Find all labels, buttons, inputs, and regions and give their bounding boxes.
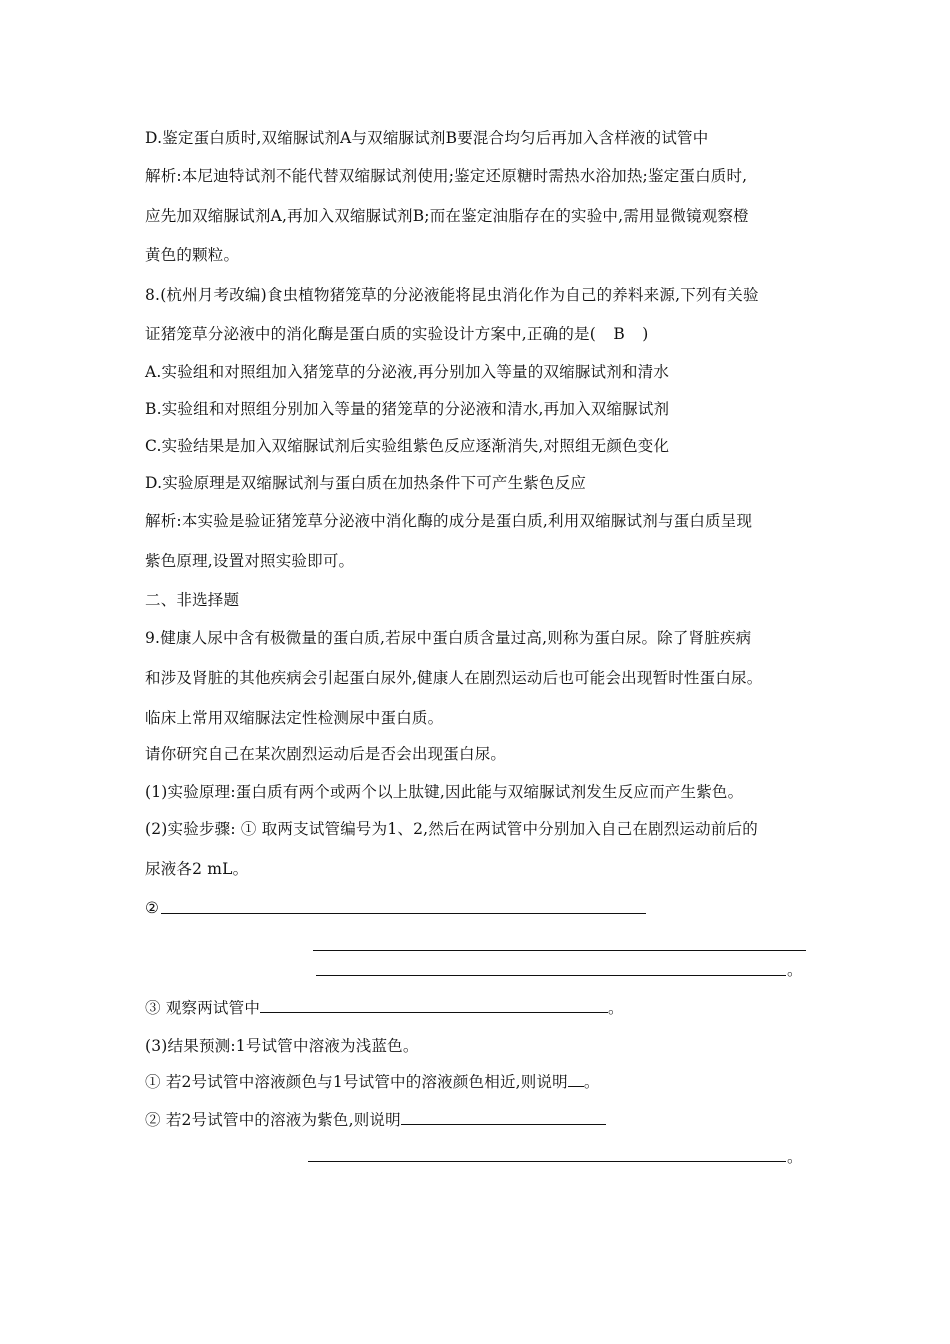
prediction-1-text: ① 若2号试管中溶液颜色与1号试管中的溶液颜色相近,则说明 xyxy=(145,1073,568,1091)
step3-line xyxy=(145,998,624,1018)
question-8-stem-text: 证猪笼草分泌液中的消化酶是蛋白质的实验设计方案中,正确的是( xyxy=(145,325,596,343)
answer-choice: B xyxy=(613,325,625,343)
prediction-line: (3)结果预测:1号试管中溶液为浅蓝色。 xyxy=(145,1037,419,1055)
prediction-2-blank-2[interactable] xyxy=(308,1161,786,1162)
question-8-stem-line2 xyxy=(145,324,649,344)
option-d: D.实验原理是双缩脲试剂与蛋白质在加热条件下可产生紫色反应 xyxy=(145,474,587,492)
analysis-q7-line1: 解析:本尼迪特试剂不能代替双缩脲试剂使用;鉴定还原糖时需热水浴加热;鉴定蛋白质时, xyxy=(145,167,748,185)
step2-end-mark: 。 xyxy=(787,961,803,979)
analysis-q8-line1: 解析:本实验是验证猪笼草分泌液中消化酶的成分是蛋白质,利用双缩脲试剂与蛋白质呈现 xyxy=(145,512,753,530)
prediction-1-line xyxy=(145,1072,600,1092)
analysis-q8-line2: 紫色原理,设置对照实验即可。 xyxy=(145,552,355,570)
option-c: C.实验结果是加入双缩脲试剂后实验组紫色反应逐渐消失,对照组无颜色变化 xyxy=(145,437,670,455)
prediction-2-blank-1[interactable] xyxy=(401,1110,606,1125)
step3-text: ③ 观察两试管中 xyxy=(145,999,261,1017)
question-9-line2: 和涉及肾脏的其他疾病会引起蛋白尿外,健康人在剧烈运动后也可能会出现暂时性蛋白尿。 xyxy=(145,669,763,687)
step2-blank-3[interactable] xyxy=(316,975,786,976)
prediction-2-line xyxy=(145,1110,606,1130)
steps-line2: 尿液各2 mL。 xyxy=(145,860,249,878)
option-d-q7: D.鉴定蛋白质时,双缩脲试剂A与双缩脲试剂B要混合均匀后再加入含样液的试管中 xyxy=(145,129,709,147)
step3-blank[interactable] xyxy=(260,998,608,1013)
question-9-line4: 请你研究自己在某次剧烈运动后是否会出现蛋白尿。 xyxy=(145,745,507,763)
step2-blank-1[interactable] xyxy=(161,913,646,914)
analysis-q7-line3: 黄色的颗粒。 xyxy=(145,246,240,264)
prediction-2-text: ② 若2号试管中的溶液为紫色,则说明 xyxy=(145,1111,401,1129)
question-9-line3: 临床上常用双缩脲法定性检测尿中蛋白质。 xyxy=(145,709,444,727)
question-8-stem-line1: 8.(杭州月考改编)食虫植物猪笼草的分泌液能将昆虫消化作为自己的养料来源,下列有关验 xyxy=(145,286,759,304)
question-9-line1: 9.健康人尿中含有极微量的蛋白质,若尿中蛋白质含量过高,则称为蛋白尿。除了肾脏疾病 xyxy=(145,629,752,647)
prediction-1-end-mark: 。 xyxy=(583,1073,600,1091)
section-heading: 二、非选择题 xyxy=(145,591,240,609)
step2-marker: ② xyxy=(145,899,160,917)
analysis-q7-line2: 应先加双缩脲试剂A,再加入双缩脲试剂B;而在鉴定油脂存在的实验中,需用显微镜观察橙 xyxy=(145,207,749,225)
prediction-1-blank[interactable] xyxy=(568,1072,584,1087)
step2-blank-2[interactable] xyxy=(313,950,806,951)
option-a: A.实验组和对照组加入猪笼草的分泌液,再分别加入等量的双缩脲试剂和清水 xyxy=(145,363,670,381)
step3-end-mark: 。 xyxy=(608,999,624,1017)
option-b: B.实验组和对照组分别加入等量的猪笼草的分泌液和清水,再加入双缩脲试剂 xyxy=(145,400,670,418)
answer-close-paren: ) xyxy=(642,325,649,343)
steps-line1: (2)实验步骤: ① 取两支试管编号为1、2,然后在两试管中分别加入自己在剧烈运动前后的 xyxy=(145,820,758,838)
principle-line: (1)实验原理:蛋白质有两个或两个以上肽键,因此能与双缩脲试剂发生反应而产生紫色。 xyxy=(145,783,744,801)
prediction-2-end-mark: 。 xyxy=(787,1148,803,1166)
